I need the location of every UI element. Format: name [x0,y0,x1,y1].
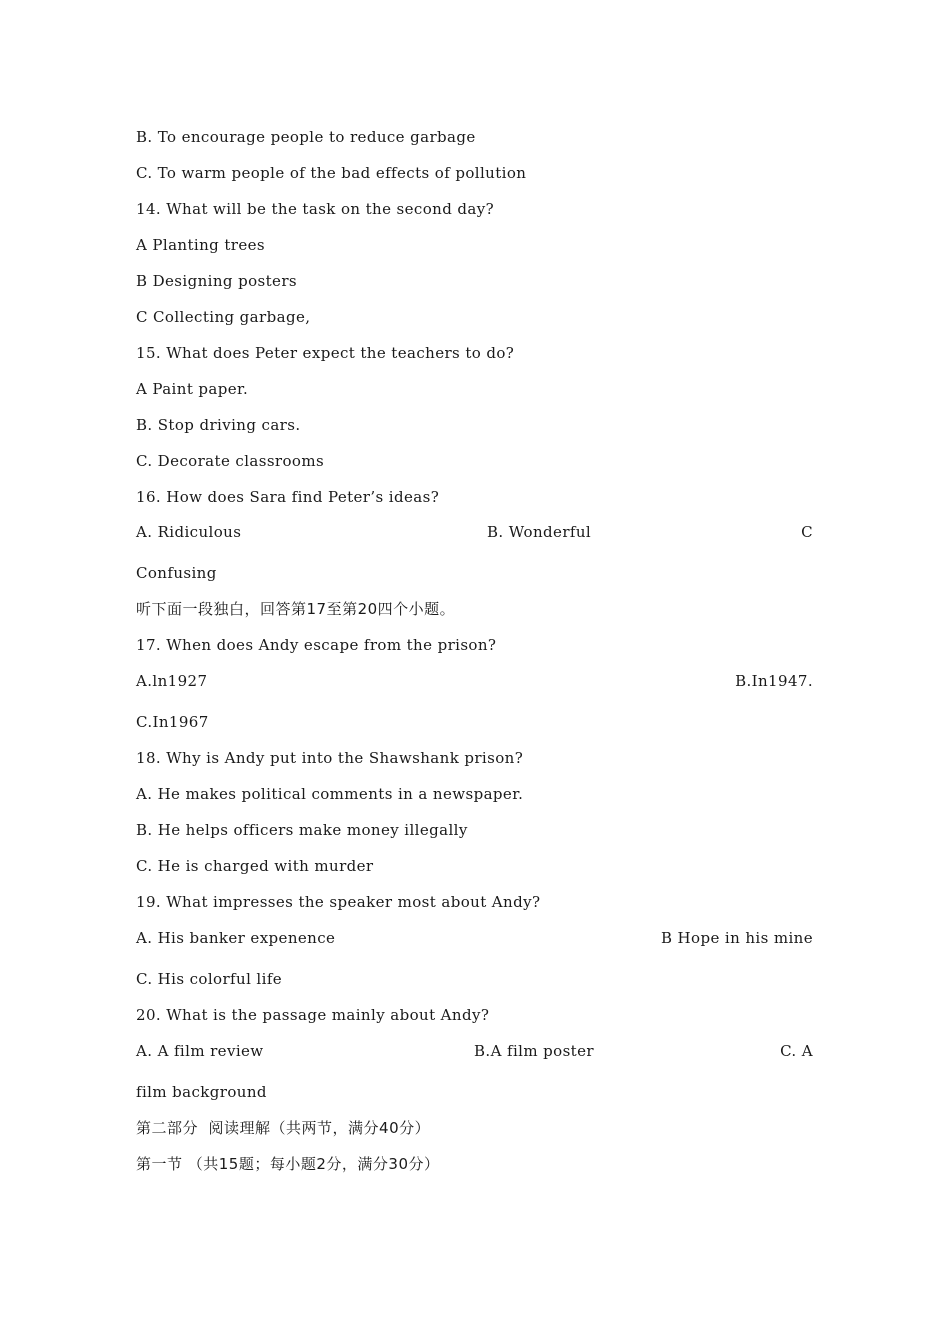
q16-options-row [136,522,813,542]
q16-option-b: B. Wonderful [487,523,592,541]
q20-option-a: A. A film review [136,1042,264,1060]
q20-option-b: B.A film poster [474,1042,594,1060]
q16-option-c-letter: C [801,523,813,541]
q13-option-b: B. To encourage people to reduce garbage [136,128,476,146]
q19-options-row [136,928,813,948]
q15-option-a: A Paint paper. [136,380,249,398]
q15-option-c: C. Decorate classrooms [136,452,325,470]
q14-option-a: A Planting trees [136,236,265,254]
q19-option-a: A. His banker expenence [136,929,336,947]
q19-option-c: C. His colorful life [136,970,283,988]
part-two-title: 第二部分 阅读理解（共两节，满分40分） [136,1119,431,1137]
q13-option-c: C. To warm people of the bad effects of pollution [136,164,527,182]
q20-stem: 20. What is the passage mainly about Andy? [136,1006,490,1024]
q16-option-c-text: Confusing [136,564,217,582]
q18-option-b: B. He helps officers make money illegally [136,821,468,839]
q17-option-c: C.In1967 [136,713,209,731]
q19-option-b: B Hope in his mine [660,929,813,947]
q20-option-c-text: film background [136,1083,267,1101]
q17-option-a: A.ln1927 [136,672,208,690]
q18-option-c: C. He is charged with murder [136,857,374,875]
q14-stem: 14. What will be the task on the second day? [136,200,495,218]
q14-option-c: C Collecting garbage, [136,308,311,326]
q16-stem: 16. How does Sara find Peter’s ideas? [136,488,440,506]
q18-option-a: A. He makes political comments in a newspaper. [136,785,524,803]
q14-option-b: B Designing posters [136,272,297,290]
q17-options-row [136,671,813,691]
q15-stem: 15. What does Peter expect the teachers to do? [136,344,515,362]
q20-options-row [136,1041,813,1061]
q20-option-c-letter: C. A [780,1042,813,1060]
q18-stem: 18. Why is Andy put into the Shawshank prison? [136,749,524,767]
q17-option-b: B.In1947. [735,672,813,690]
q17-stem: 17. When does Andy escape from the prison? [136,636,497,654]
section-one-title: 第一节 （共15题；每小题2分，满分30分） [136,1155,440,1173]
q19-stem: 19. What impresses the speaker most about Andy? [136,893,541,911]
q16-option-a: A. Ridiculous [136,523,242,541]
monologue-instruction: 听下面一段独白，回答第17至第20四个小题。 [136,600,456,618]
q15-option-b: B. Stop driving cars. [136,416,301,434]
